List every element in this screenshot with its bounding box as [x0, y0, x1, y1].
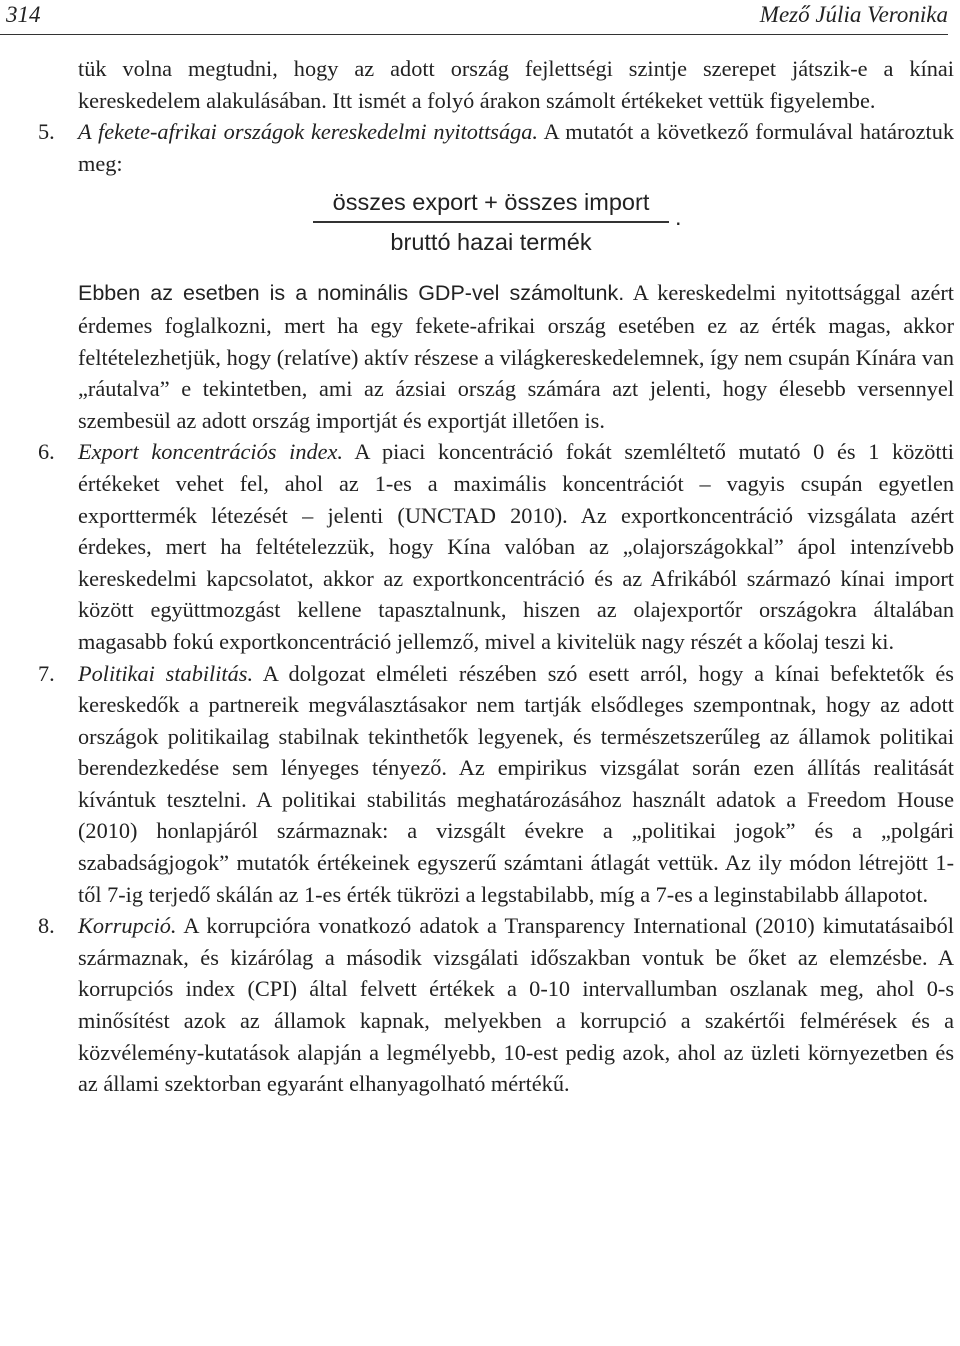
item-text-continued: A kereskedelmi nyitottsággal azért érdemes foglalkozni, mert ha egy fekete-afrikai ország esetében ez az érték magas, akkor feltételezhetjük, hogy (relatíve) aktív részese a világkereskedelemnek, így nem csupán Kínára van „ráutalva” e tekintetben, ami az ázsiai ország számára azt jelenti, hogy élesebb versennyel szembesül az adott ország importját és exportját illetően is. — [78, 280, 955, 433]
item-number: 6. — [38, 439, 55, 465]
running-header-author: Mező Júlia Veronika — [759, 2, 948, 27]
item-paragraph — [78, 658, 954, 911]
item-number: 8. — [38, 913, 55, 939]
formula-denominator: bruttó hazai termék — [390, 229, 592, 256]
page-number: 314 — [6, 2, 41, 27]
item-paragraph — [78, 436, 954, 657]
fraction-bar — [313, 221, 669, 223]
formula-period: . — [675, 204, 682, 231]
item-title: Korrupció. — [78, 913, 177, 939]
item-text: A korrupcióra vonatkozó adatok a Transparency International (2010) kimutatásaiból származnak, és kizárólag a második vizsgálati időszakban vontuk be őket az elemzésbe. A korrupciós index (CPI) által felvett értékek a 0-10 intervallumban oszlanak meg, ahol 0-s minősítést azok az államok kapnak, melyekben a korrupció a szakértői felmérések és a közvélemény-kutatások alapján a legmélyebb, 10-est pedig azok, ahol az üzleti környezetben és az állami szektorban egyaránt elhanyagolható mértékű. — [78, 913, 954, 1097]
body-text — [38, 53, 955, 1100]
item-number: 7. — [38, 660, 55, 686]
item-title: Politikai stabilitás. — [78, 660, 254, 686]
item-paragraph-continued — [78, 277, 954, 436]
item-text: A dolgozat elméleti részében szó esett arról, hogy a kínai befektetők és kereskedők a partnereik megválasztásakor nem tartják elsődleges szempontnak, hogy az adott országok politikailag stabilnak tekinthetők legyenek, és természetszerűleg az államok politikai berendezkedése sem lényeges tényező. Az empirikus vizsgálat során ezen állítás realitását kívántuk tesztelni. A politikai stabilitás meghatározásához használt adatok a Freedom House (2010) honlapjáról származnak: a vizsgált évekre a „politikai jogok” és a „polgári szabadságjogok” mutatók értékeinek egyszerű számtani átlagát vettük. Az ily módon létrejött 1-től 7-ig terjedő skálán az 1-es érték tükrözi a legstabilabb, míg a 7-es a leginstabilabb állapotot. — [78, 660, 954, 907]
list-item-7 — [38, 658, 954, 911]
item-paragraph — [78, 910, 954, 1100]
nominal-gdp-sentence: Ebben az esetben is a nominális GDP-vel számoltunk. — [78, 281, 625, 306]
formula-fraction — [313, 187, 669, 257]
formula-numerator: összes export + összes import — [332, 189, 650, 216]
item-paragraph — [78, 116, 954, 179]
page-header — [0, 0, 948, 35]
item-number: 5. — [38, 119, 55, 145]
list-item-8 — [38, 910, 954, 1100]
item-text: A piaci koncentráció fokát szemléltető mutató 0 és 1 közötti értékeket vehet fel, ahol az 1-es a maximális koncentrációt – vagyis csupán egyetlen exporttermék létezését – jelenti (UNCTAD 2010). Az exportkoncentráció vizsgálata azért érdekes, mert ha feltételezzük, hogy Kína valóban az „olajországokkal” ápol intenzívebb kereskedelmi kapcsolatot, akkor az exportkoncentráció és az Afrikából származó kínai import között együttmozgást kellene tapasztalnunk, hiszen az olajexportőr országokra általában magasabb fokú exportkoncentráció jellemző, mivel a kivitelük nagy részét a kőolaj teszi ki. — [78, 439, 954, 654]
list-item-6 — [38, 436, 954, 657]
intro-paragraph: tük volna megtudni, hogy az adott ország fejlettségi szintje szerepet játszik-e a kínai kereskedelem alakulásában. Itt ismét a folyó árakon számolt értékeket vettük figyelembe. — [78, 56, 954, 113]
item-title: A fekete-afrikai országok kereskedelmi nyitottsága. — [78, 119, 538, 145]
item-text: A mutatót a következő formulával határoztuk meg: — [78, 119, 954, 176]
list-item-5 — [38, 116, 955, 436]
item-title: Export koncentrációs index. — [78, 439, 343, 465]
openness-formula — [78, 179, 954, 277]
